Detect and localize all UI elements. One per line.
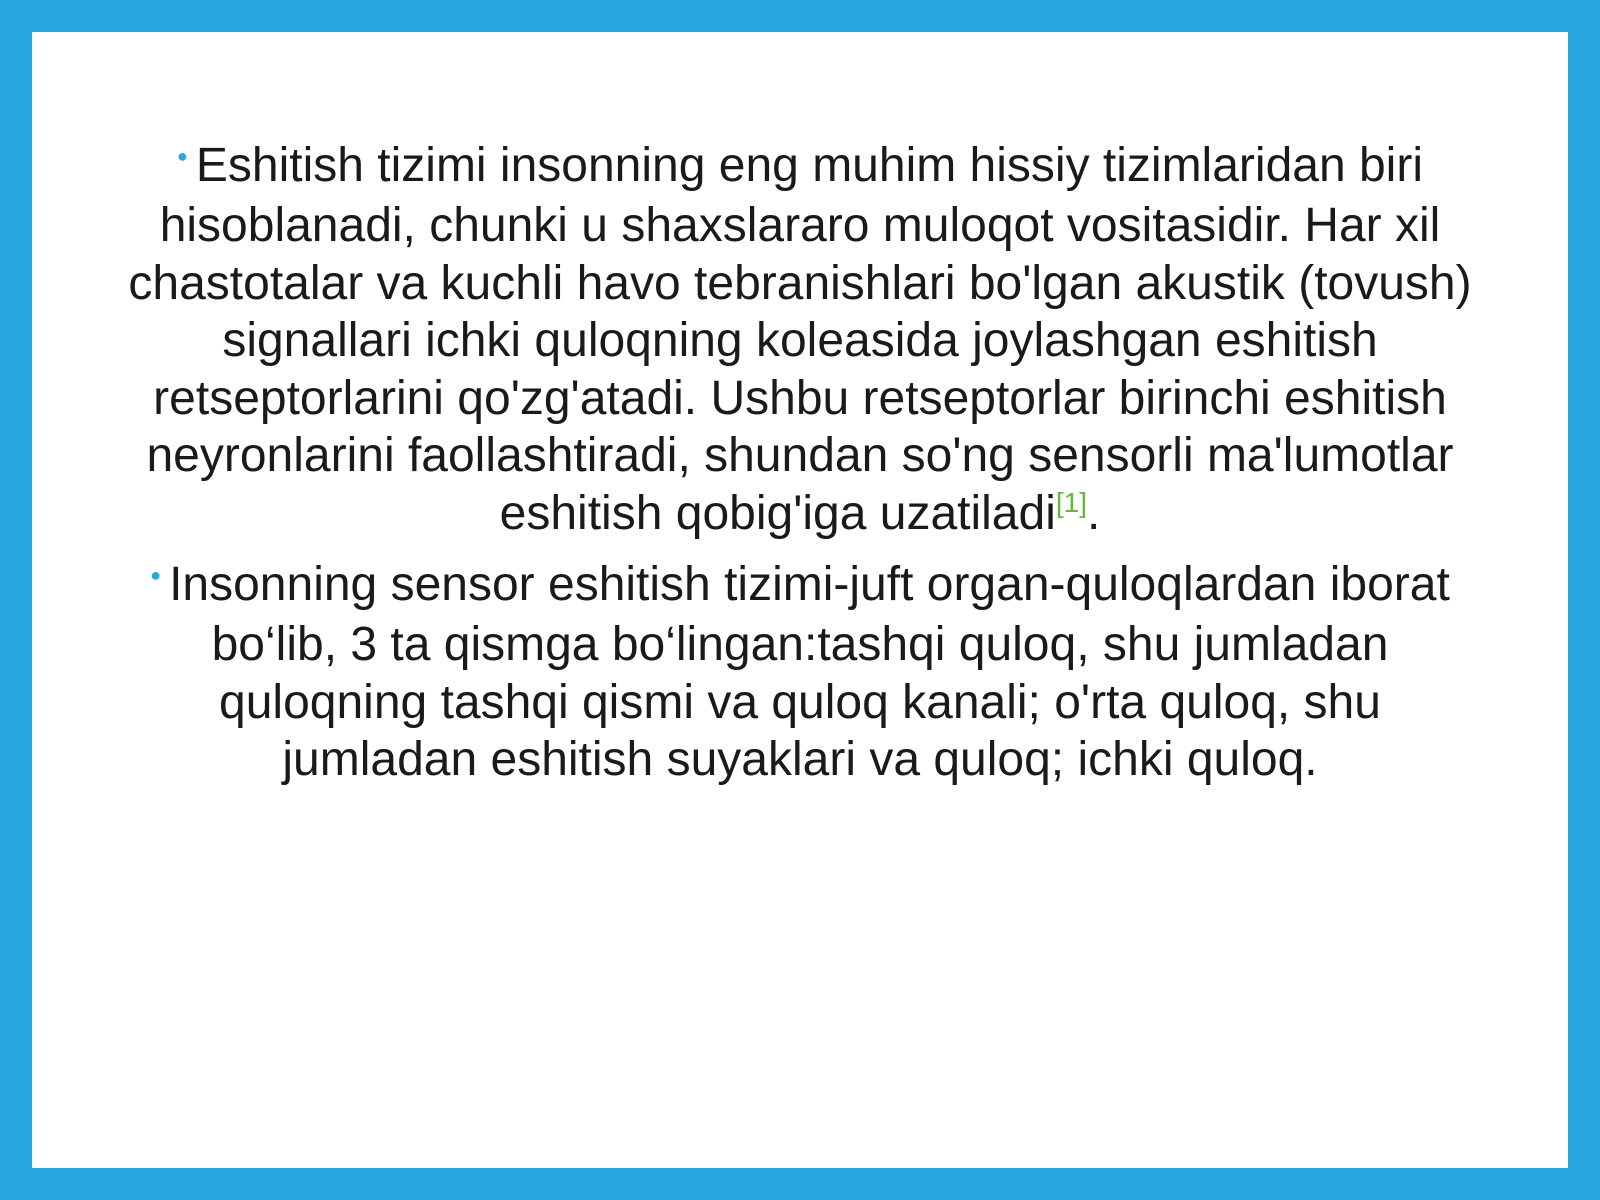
bullet-paragraph-2 [124, 556, 1476, 789]
slide [32, 32, 1568, 1168]
bullet-paragraph-1 [124, 137, 1476, 542]
reference-link[interactable]: [1] [1055, 486, 1087, 518]
bullet-text-1: Eshitish tizimi insonning eng muhim hissiy tizimlaridan biri hisoblanadi, chunki u shaxslararo muloqot vositasidir. Har xil chastotalar va kuchli havo tebranishlari bo'lgan akustik (tovush) signallari ichki quloqning koleasida joylashgan eshitish retseptorlarini qo'zg'atadi. Ushbu retseptorlar birinchi eshitish neyronlarini faollashtiradi, shundan so'ng sensorli ma'lumotlar eshitish qobig'iga uzatiladi [128, 139, 1472, 540]
bullet-text-2: Insonning sensor eshitish tizimi-juft organ-quloqlardan iborat bo‘lib, 3 ta qismga bo‘lingan:tashqi quloq, shu jumladan quloqning tashqi qismi va quloq kanali; o'rta quloq, shu jumladan eshitish suyaklari va quloq; ichki quloq. [169, 558, 1450, 787]
bullet-end-1: . [1087, 486, 1101, 540]
bullet-dot-icon: ● [177, 145, 188, 166]
bullet-dot-icon: ● [150, 564, 162, 585]
slide-content [124, 137, 1476, 803]
